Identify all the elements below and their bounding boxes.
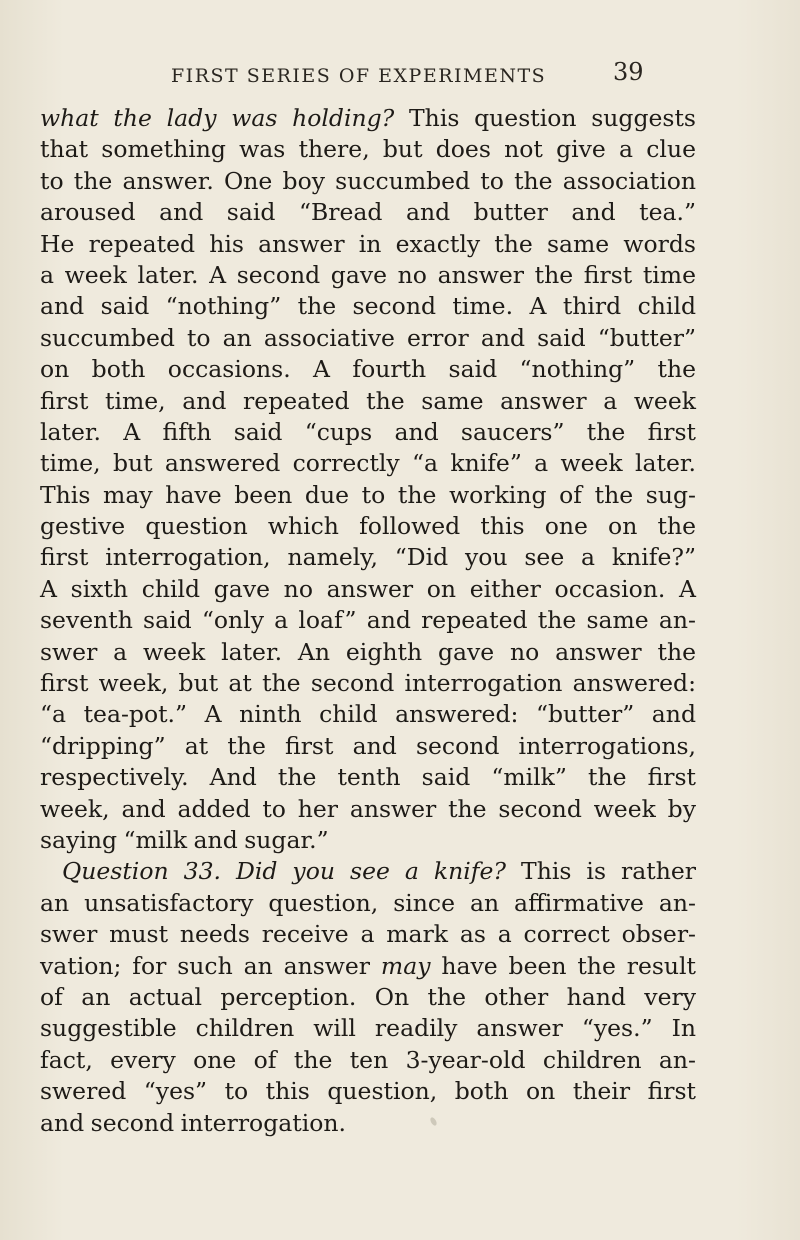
body-text	[40, 103, 696, 1139]
text-segment: succumbed to an associative error and said “butter”	[40, 323, 696, 352]
text-line	[40, 134, 696, 165]
text-segment: suggestible children will readily answer “yes.” In	[40, 1014, 696, 1043]
text-line	[40, 574, 696, 605]
text-line	[40, 762, 696, 793]
text-segment: of an actual perception. On the other hand very	[40, 982, 696, 1011]
text-segment: “dripping” at the first and second interrogations,	[40, 731, 696, 760]
text-line	[40, 260, 696, 291]
text-segment: This is rather	[506, 857, 696, 886]
text-line	[40, 1076, 696, 1107]
text-line	[40, 668, 696, 699]
text-line	[40, 417, 696, 448]
text-line	[40, 103, 696, 134]
text-segment: swer a week later. An eighth gave no answer the	[40, 637, 696, 666]
text-line	[40, 480, 696, 511]
text-line	[40, 856, 696, 887]
text-line	[40, 951, 696, 982]
text-segment: and said “nothing” the second time. A third child	[40, 292, 696, 321]
text-line	[40, 511, 696, 542]
text-line	[40, 637, 696, 668]
text-line	[40, 1013, 696, 1044]
text-segment: vation; for such an answer	[40, 951, 381, 980]
text-segment: This question suggests	[394, 104, 696, 132]
text-segment: have been the result	[430, 951, 697, 980]
text-line	[40, 825, 696, 856]
text-segment: gestive question which followed this one on the	[40, 512, 696, 541]
text-segment: first interrogation, namely, “Did you see a knife?”	[40, 543, 696, 572]
text-line	[40, 888, 696, 919]
running-head: FIRST SERIES OF EXPERIMENTS	[171, 65, 547, 87]
text-line	[40, 1108, 696, 1139]
text-line	[40, 448, 696, 479]
page-number: 39	[613, 58, 644, 86]
italic-segment: what the lady was holding?	[40, 104, 395, 132]
text-line	[40, 323, 696, 354]
text-line	[40, 1045, 696, 1076]
text-line	[40, 542, 696, 573]
text-segment: later. A fifth said “cups and saucers” the first	[40, 417, 696, 446]
text-line	[40, 354, 696, 385]
text-segment: aroused and said “Bread and butter and tea.”	[40, 198, 696, 227]
text-segment: swer must needs receive a mark as a correct obser-	[40, 920, 696, 949]
text-segment: an unsatisfactory question, since an affirmative an-	[40, 888, 696, 917]
text-line	[40, 919, 696, 950]
text-segment: first week, but at the second interrogation answered:	[40, 669, 696, 698]
text-segment: to the answer. One boy succumbed to the association	[40, 166, 696, 195]
text-line	[40, 291, 696, 322]
text-line	[40, 731, 696, 762]
text-segment: that something was there, but does not give a clue	[40, 135, 696, 164]
text-segment: and second interrogation.	[40, 1108, 346, 1137]
text-segment: “a tea-pot.” A ninth child answered: “butter” and	[40, 700, 696, 729]
italic-segment: Question 33. Did you see a knife?	[62, 857, 507, 886]
text-line	[40, 982, 696, 1013]
text-segment: week, and added to her answer the second week by	[40, 794, 696, 823]
text-segment: swered “yes” to this question, both on their first	[40, 1077, 696, 1106]
text-segment: time, but answered correctly “a knife” a week later.	[40, 449, 696, 478]
text-segment: on both occasions. A fourth said “nothing” the	[40, 355, 696, 384]
text-segment: a week later. A second gave no answer the first time	[40, 260, 696, 289]
text-segment: This may have been due to the working of the sug-	[40, 480, 696, 509]
text-segment: seventh said “only a loaf” and repeated the same an-	[40, 606, 696, 635]
text-line	[40, 197, 696, 228]
text-line	[40, 386, 696, 417]
text-segment: saying “milk and sugar.”	[40, 825, 329, 854]
text-segment: He repeated his answer in exactly the same words	[40, 229, 696, 258]
text-line	[40, 166, 696, 197]
text-segment: first time, and repeated the same answer a week	[40, 386, 696, 415]
text-line	[40, 794, 696, 825]
text-line	[40, 605, 696, 636]
text-segment: A sixth child gave no answer on either occasion. A	[40, 574, 696, 603]
page-header	[0, 58, 800, 98]
text-line	[40, 229, 696, 260]
text-segment: respectively. And the tenth said “milk” the first	[40, 763, 696, 792]
italic-segment: may	[380, 951, 431, 980]
text-line	[40, 699, 696, 730]
text-segment: fact, every one of the ten 3-year-old children an-	[40, 1045, 696, 1074]
